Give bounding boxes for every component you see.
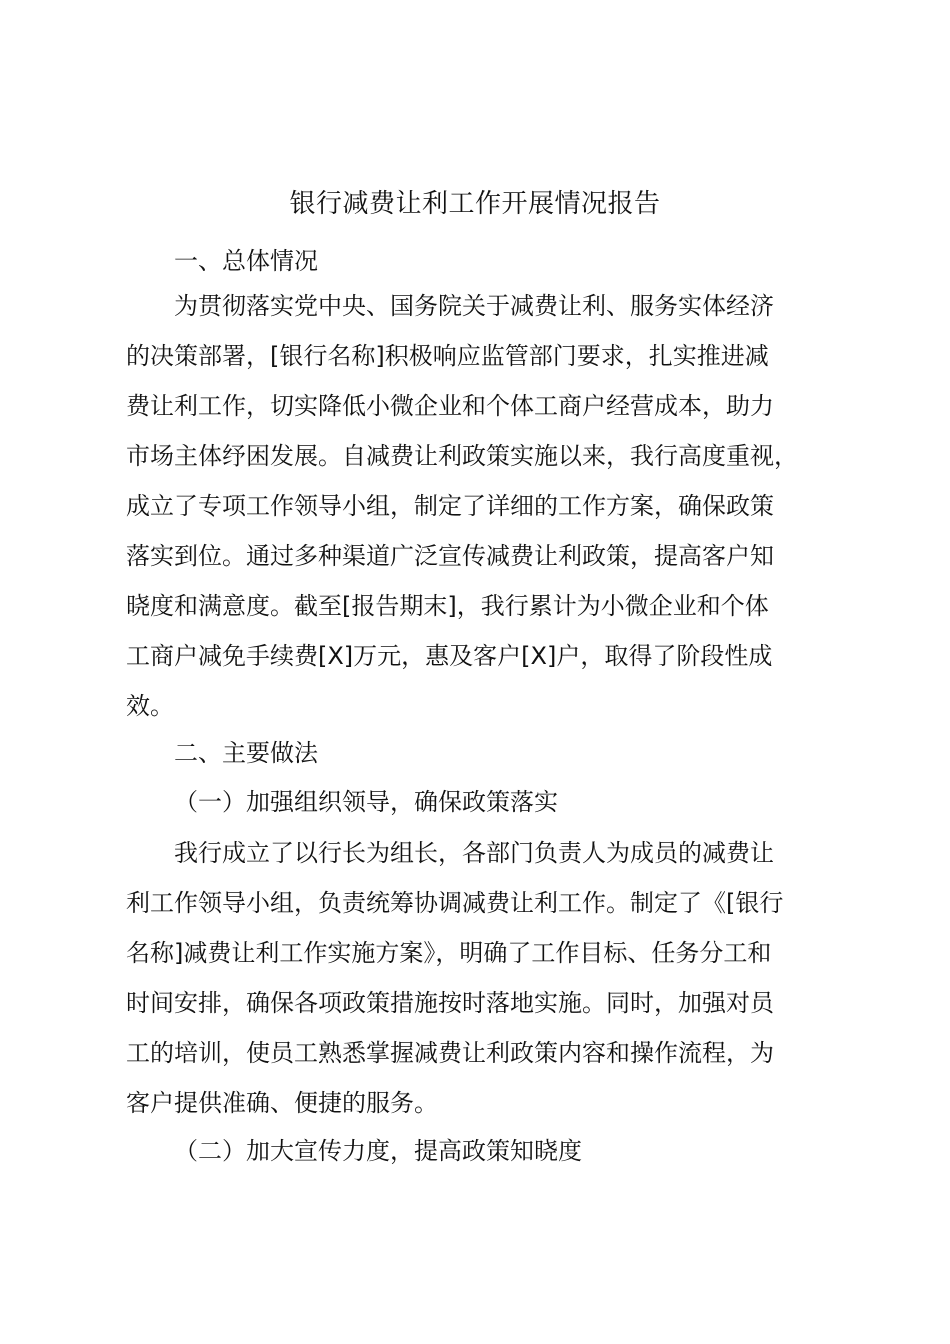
paragraph-line: 工商户减免手续费[X]万元，惠及客户[X]户，取得了阶段性成 — [126, 642, 773, 670]
paragraph-line: 的决策部署，[银行名称]积极响应监管部门要求，扎实推进减 — [126, 342, 769, 370]
subsection-1-heading: （一）加强组织领导，确保政策落实 — [174, 788, 558, 816]
paragraph-line: 效。 — [126, 692, 174, 720]
paragraph-line: 我行成立了以行长为组长，各部门负责人为成员的减费让 — [174, 839, 774, 867]
subsection-2-heading-block — [126, 1126, 834, 1176]
paragraph-line: 市场主体纾困发展。自减费让利政策实施以来，我行高度重视， — [126, 442, 798, 470]
section-1-paragraph — [126, 281, 834, 731]
section-2-heading: 二、主要做法 — [174, 739, 318, 767]
paragraph-line: 为贯彻落实党中央、国务院关于减费让利、服务实体经济 — [174, 292, 774, 320]
paragraph-line: 工的培训，使员工熟悉掌握减费让利政策内容和操作流程，为 — [126, 1039, 774, 1067]
paragraph-line: 利工作领导小组，负责统筹协调减费让利工作。制定了《[银行 — [126, 889, 784, 917]
document-title: 银行减费让利工作开展情况报告 — [289, 189, 661, 219]
paragraph-line: 时间安排，确保各项政策措施按时落地实施。同时，加强对员 — [126, 989, 774, 1017]
paragraph-line: 客户提供准确、便捷的服务。 — [126, 1089, 438, 1117]
subsection-1-heading-block — [126, 777, 834, 827]
section-1-heading: 一、总体情况 — [174, 247, 318, 275]
paragraph-line: 费让利工作，切实降低小微企业和个体工商户经营成本，助力 — [126, 392, 774, 420]
paragraph-line: 晓度和满意度。截至[报告期末]，我行累计为小微企业和个体 — [126, 592, 769, 620]
section-2-heading-block — [126, 728, 834, 778]
paragraph-line: 落实到位。通过多种渠道广泛宣传减费让利政策，提高客户知 — [126, 542, 774, 570]
subsection-2-heading: （二）加大宣传力度，提高政策知晓度 — [174, 1137, 582, 1165]
section-1-heading-block — [126, 236, 834, 286]
paragraph-line: 名称]减费让利工作实施方案》，明确了工作目标、任务分工和 — [126, 939, 772, 967]
paragraph-line: 成立了专项工作领导小组，制定了详细的工作方案，确保政策 — [126, 492, 774, 520]
subsection-1-paragraph — [126, 828, 834, 1128]
